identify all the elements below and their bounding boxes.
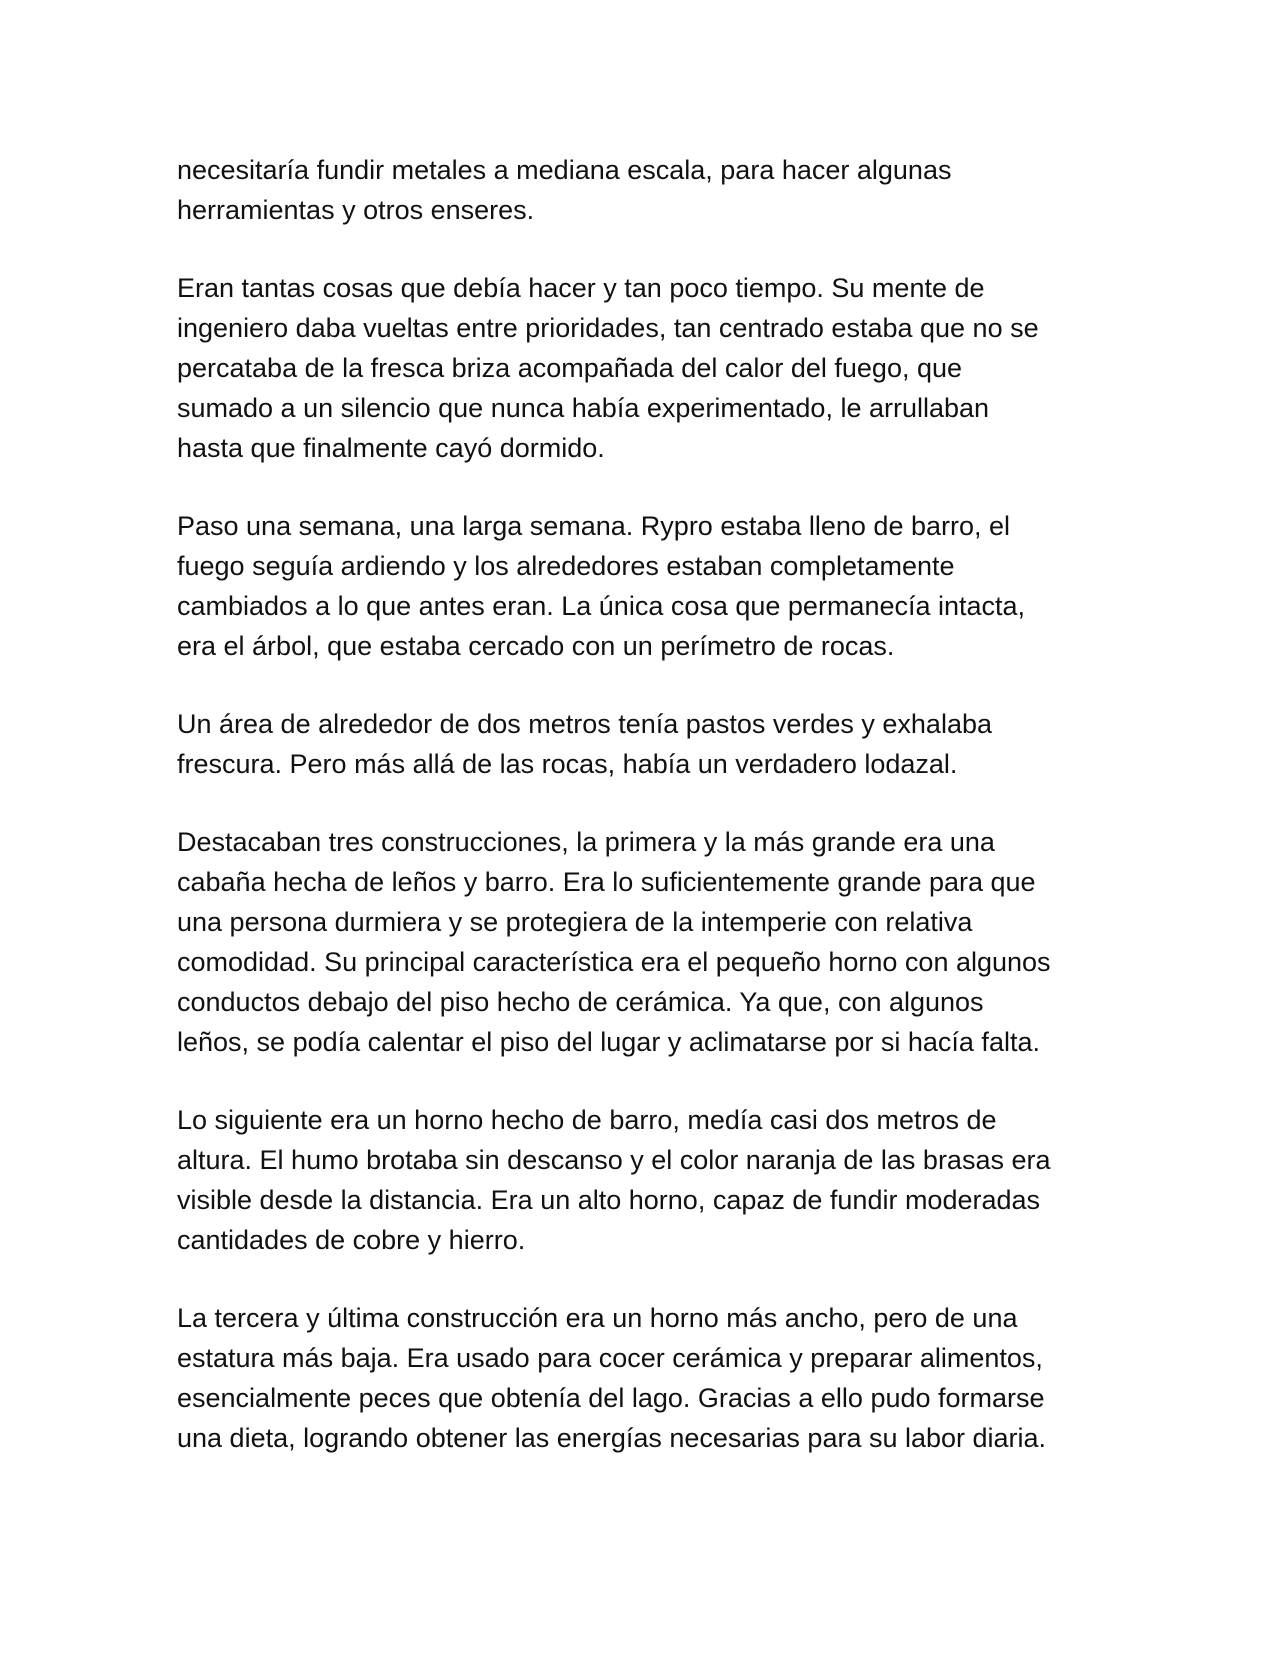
body-text <box>177 150 1112 1496</box>
paragraph: Lo siguiente era un horno hecho de barro, medía casi dos metros de altura. El humo brotaba sin descanso y el color naranja de las brasas era visible desde la distancia. Era un alto horno, capaz de fundir moderadas cantidades de cobre y hierro. <box>177 1105 1051 1255</box>
paragraph: Eran tantas cosas que debía hacer y tan poco tiempo. Su mente de ingeniero daba vueltas entre prioridades, tan centrado estaba que no se percataba de la fresca briza acompañada del calor del fuego, que sumado a un silencio que nunca había experimentado, le arrullaban hasta que finalmente cayó dormido. <box>177 273 1039 463</box>
paragraph: La tercera y última construcción era un horno más ancho, pero de una estatura más baja. Era usado para cocer cerámica y preparar alimentos, esencialmente peces que obtenía del lago. Gracias a ello pudo formarse una dieta, logrando obtener las energías necesarias para su labor diaria. <box>177 1303 1047 1453</box>
paragraph: Paso una semana, una larga semana. Rypro estaba lleno de barro, el fuego seguía ardiendo y los alrededores estaban completamente cambiados a lo que antes eran. La única cosa que permanecía intacta, era el árbol, que estaba cercado con un perímetro de rocas. <box>177 511 1026 661</box>
paragraph: Un área de alrededor de dos metros tenía pastos verdes y exhalaba frescura. Pero más allá de las rocas, había un verdadero lodazal. <box>177 709 992 779</box>
paragraph: necesitaría fundir metales a mediana escala, para hacer algunas herramientas y otros enseres. <box>177 155 952 225</box>
paragraph: Destacaban tres construcciones, la primera y la más grande era una cabaña hecha de leños y barro. Era lo suficientemente grande para que una persona durmiera y se protegiera de la intemperie con relativa comodidad. Su principal característica era el pequeño horno con algunos conductos debajo del piso hecho de cerámica. Ya que, con algunos leños, se podía calentar el piso del lugar y aclimatarse por si hacía falta. <box>177 827 1051 1057</box>
